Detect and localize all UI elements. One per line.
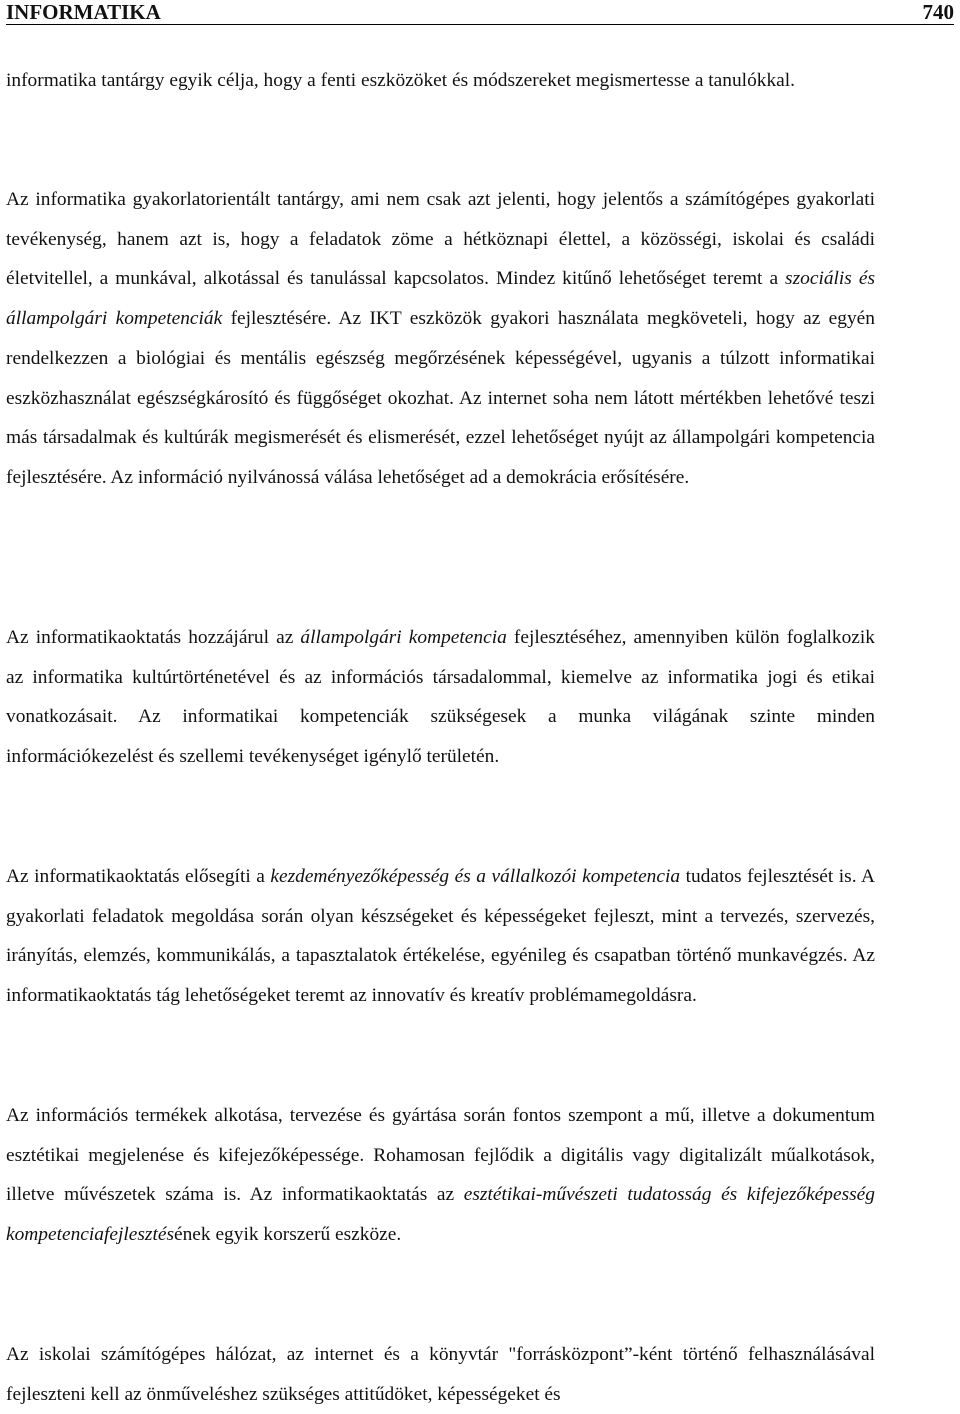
paragraph-6	[6, 1335, 875, 1414]
paragraph-text: Az informatika gyakorlatorientált tantárgy, ami nem csak azt jelenti, hogy jelentős a számítógépes gyakorlati tevékenység, hanem azt is, hogy a feladatok zöme a hétköznapi élettel, a közösségi, iskolai és családi életvitellel, a munkával, alkotással és tanulással kapcsolatos. Mindez kitűnő lehetőséget teremt a	[6, 189, 875, 290]
paragraph-text: fejlesztéséhez, amennyiben külön foglalkozik az informatika kultúrtörténetével és az információs társadalommal, kiemelve az informatika jogi és etikai vonatkozásait. Az informatikai kompetenciák szükségesek a munka világának szinte minden információkezelést és szellemi tevékenységet igénylő területén.	[6, 627, 876, 768]
paragraph-5	[6, 1096, 875, 1255]
paragraph-text: Az informatikaoktatás elősegíti a	[6, 866, 271, 887]
page-header	[6, 0, 954, 25]
paragraph-italic-text: kezdeményezőképesség és a vállalkozói kompetencia	[270, 866, 681, 887]
paragraph-text: tudatos fejlesztését is. A gyakorlati feladatok megoldása során olyan készségeket és képességeket fejleszt, mint a tervezés, szervezés, irányítás, elemzés, kommunikálás, a tapasztalatok értékelése, egyénileg és csapatban történő munkavégzés. Az informatikaoktatás tág lehetőségeket teremt az innovatív és kreatív problémamegoldásra.	[6, 866, 875, 1007]
paragraph-text: Az információs termékek alkotása, tervezése és gyártása során fontos szempont a mű, illetve a dokumentum esztétikai megjelenése és kifejezőképessége. Rohamosan fejlődik a digitális vagy digitalizált műalkotások, illetve művészetek száma is. Az informatikaoktatás az	[6, 1105, 875, 1206]
page-number: 740	[922, 0, 954, 24]
paragraph-text: informatika tantárgy egyik célja, hogy a fenti eszközöket és módszereket megismertesse a tanulókkal.	[6, 70, 795, 91]
paragraph-3	[6, 618, 875, 777]
paragraph-italic-text: szociális és állampolgári kompetenciák	[6, 268, 875, 330]
paragraph-1	[6, 61, 875, 101]
paragraph-text: Az iskolai számítógépes hálózat, az internet és a könyvtár "forrásközpont”-ként történő felhasználásával fejleszteni kell az önműveléshez szükséges attitűdöket, képességeket és	[6, 1344, 875, 1405]
section-title: INFORMATIKA	[6, 0, 161, 24]
paragraph-text: Az informatikaoktatás hozzájárul az	[6, 627, 301, 648]
paragraph-text: fejlesztésére. Az IKT eszközök gyakori használata megköveteli, hogy az egyén rendelkezzen a biológiai és mentális egészség megőrzésének képességével, ugyanis a túlzott informatikai eszközhasználat egészségkárosító és függőséget okozhat. Az internet soha nem látott mértékben lehetővé teszi más társadalmak és kultúrák megismerését és elismerését, ezzel lehetőséget nyújt az állampolgári kompetencia fejlesztésére. Az információ nyilvánossá válása lehetőséget ad a demokrácia erősítésére.	[6, 308, 875, 488]
paragraph-text: ének egyik korszerű eszköze.	[174, 1224, 402, 1246]
paragraph-italic-text: esztétikai-művészeti tudatosság és kifejezőképesség kompetenciafejlesztés	[6, 1184, 875, 1246]
paragraph-4	[6, 857, 875, 1016]
paragraph-italic-text: állampolgári kompetencia	[300, 627, 507, 648]
paragraph-2	[6, 180, 875, 498]
